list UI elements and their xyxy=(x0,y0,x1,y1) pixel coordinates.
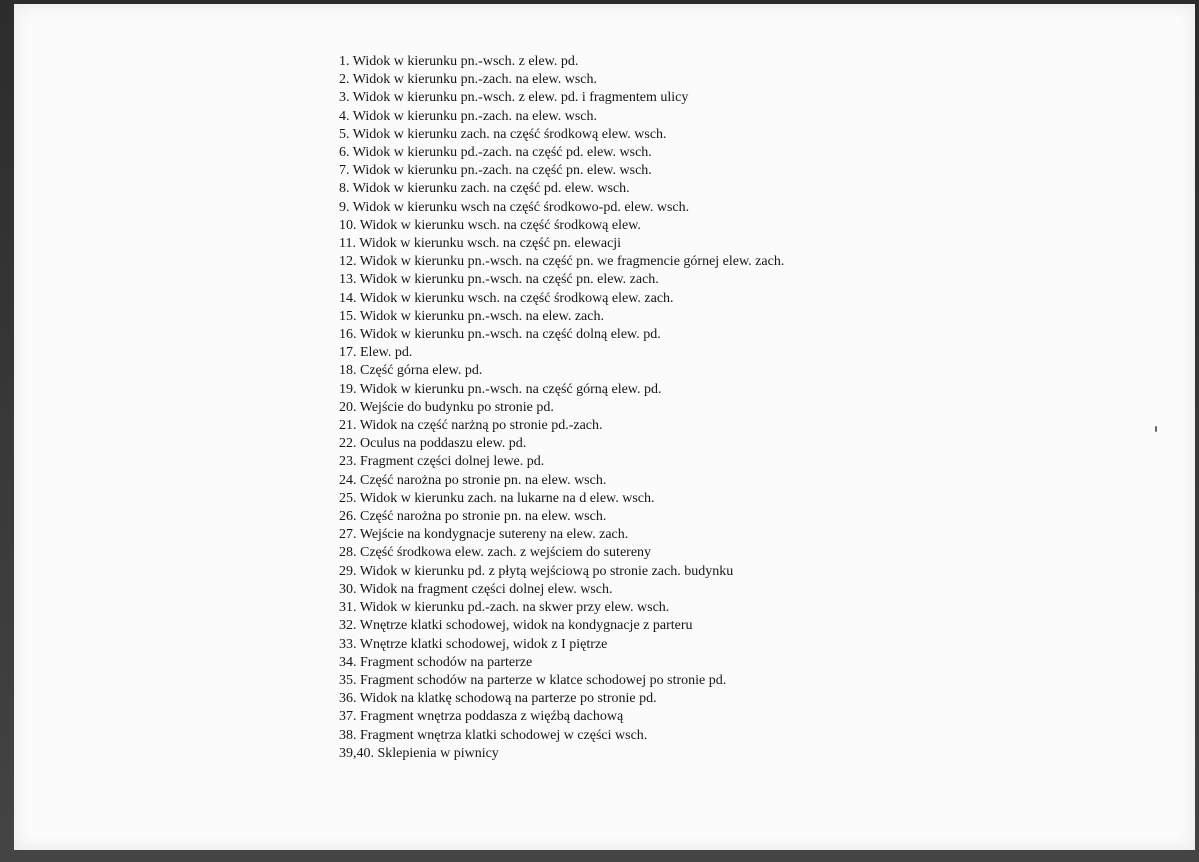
list-item: 7. Widok w kierunku pn.-zach. na część pn. elew. wsch. xyxy=(339,163,652,179)
list-item: 25. Widok w kierunku zach. na lukarne na d elew. wsch. xyxy=(339,490,655,506)
list-item: 13. Widok w kierunku pn.-wsch. na część pn. elew. zach. xyxy=(339,272,659,288)
list-item: 26. Część narożna po stronie pn. na elew. wsch. xyxy=(339,509,607,525)
list-item: 34. Fragment schodów na parterze xyxy=(339,654,533,670)
list-item: 2. Widok w kierunku pn.-zach. na elew. wsch. xyxy=(339,72,597,88)
list-item: 15. Widok w kierunku pn.-wsch. na elew. zach. xyxy=(339,308,604,324)
list-item: 24. Część narożna po stronie pn. na elew. wsch. xyxy=(339,472,607,488)
list-item: 19. Widok w kierunku pn.-wsch. na część górną elew. pd. xyxy=(339,381,662,397)
list-item: 9. Widok w kierunku wsch na część środkowo-pd. elew. wsch. xyxy=(339,199,690,215)
list-item: 14. Widok w kierunku wsch. na część środkową elew. zach. xyxy=(339,290,674,306)
photo-caption-list xyxy=(339,53,784,763)
list-item: 6. Widok w kierunku pd.-zach. na część pd. elew. wsch. xyxy=(339,145,652,161)
list-item: 23. Fragment części dolnej lewe. pd. xyxy=(339,454,545,470)
list-item: 21. Widok na część narżną po stronie pd.-zach. xyxy=(339,418,603,434)
list-item: 35. Fragment schodów na parterze w klatce schodowej po stronie pd. xyxy=(339,672,727,688)
list-item: 33. Wnętrze klatki schodowej, widok z I piętrze xyxy=(339,636,608,652)
list-item: 17. Elew. pd. xyxy=(339,345,413,361)
list-item: 37. Fragment wnętrza poddasza z więźbą dachową xyxy=(339,709,624,725)
list-item: 27. Wejście na kondygnacje sutereny na elew. zach. xyxy=(339,527,629,543)
document-page xyxy=(14,4,1195,850)
list-item: 30. Widok na fragment części dolnej elew. wsch. xyxy=(339,581,613,597)
list-item: 1. Widok w kierunku pn.-wsch. z elew. pd. xyxy=(339,54,579,69)
list-item: 31. Widok w kierunku pd.-zach. na skwer przy elew. wsch. xyxy=(339,600,670,616)
list-item: 32. Wnętrze klatki schodowej, widok na kondygnacje z parteru xyxy=(339,618,693,634)
list-item: 22. Oculus na poddaszu elew. pd. xyxy=(339,436,527,452)
list-item: 20. Wejście do budynku po stronie pd. xyxy=(339,399,554,415)
list-item: 4. Widok w kierunku pn.-zach. na elew. wsch. xyxy=(339,108,597,124)
list-item: 3. Widok w kierunku pn.-wsch. z elew. pd. i fragmentem ulicy xyxy=(339,90,689,106)
scan-speck xyxy=(1155,426,1157,432)
list-item: 5. Widok w kierunku zach. na część środkową elew. wsch. xyxy=(339,126,667,142)
list-item: 11. Widok w kierunku wsch. na część pn. elewacji xyxy=(339,236,622,252)
list-item: 18. Część górna elew. pd. xyxy=(339,363,483,379)
list-item: 8. Widok w kierunku zach. na część pd. elew. wsch. xyxy=(339,181,630,197)
list-item: 12. Widok w kierunku pn.-wsch. na część pn. we fragmencie górnej elew. zach. xyxy=(339,254,785,270)
list-item: 28. Część środkowa elew. zach. z wejściem do sutereny xyxy=(339,545,652,561)
list-item: 39,40. Sklepienia w piwnicy xyxy=(339,745,499,761)
list-item: 36. Widok na klatkę schodową na parterze po stronie pd. xyxy=(339,691,657,707)
list-item: 29. Widok w kierunku pd. z płytą wejściową po stronie zach. budynku xyxy=(339,563,734,579)
list-item: 16. Widok w kierunku pn.-wsch. na część dolną elew. pd. xyxy=(339,327,661,343)
list-item: 10. Widok w kierunku wsch. na część środkową elew. xyxy=(339,217,641,233)
list-item: 38. Fragment wnętrza klatki schodowej w części wsch. xyxy=(339,727,648,743)
